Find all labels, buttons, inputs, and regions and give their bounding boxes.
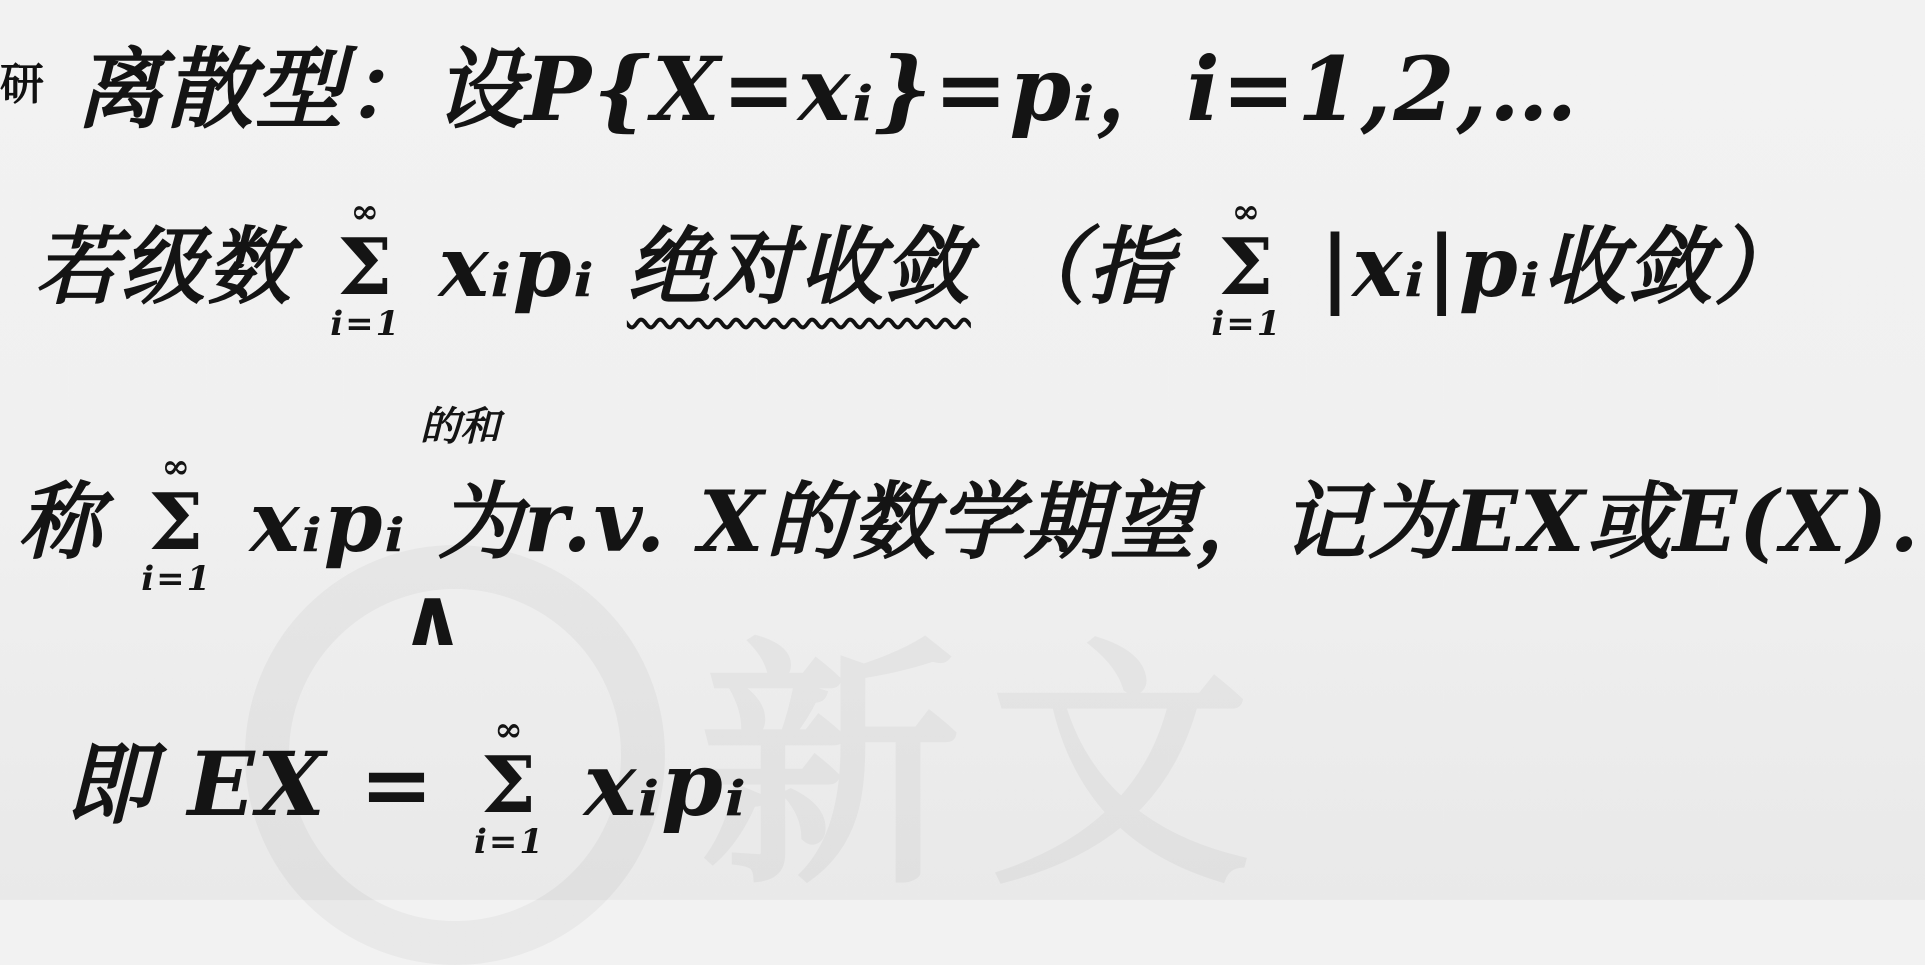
sum-term: xᵢpᵢ	[249, 472, 407, 571]
definition-line-discrete: 离散型：设P{X=xᵢ}=pᵢ，i=1,2,…	[75, 37, 1580, 141]
sigma-symbol: Σ	[337, 222, 395, 313]
insert-caret: ∧	[400, 570, 465, 664]
sum-lower-limit: i=1	[141, 559, 213, 599]
sum-upper-limit: ∞	[350, 192, 381, 232]
sigma-symbol: Σ	[480, 740, 539, 831]
formula-prefix: 即 EX =	[65, 732, 436, 836]
sum-term: xᵢpᵢ	[438, 217, 596, 316]
definition-prefix: 称	[18, 472, 105, 571]
sum-symbol	[330, 192, 402, 344]
sum-symbol-abs	[1211, 192, 1283, 344]
sum-lower-limit: i=1	[474, 822, 546, 862]
sigma-symbol: Σ	[148, 477, 206, 568]
sum-symbol	[141, 447, 213, 599]
condition-line	[35, 192, 1800, 347]
expectation-formula-line	[65, 710, 748, 865]
sum-lower-limit: i=1	[1211, 304, 1283, 344]
sum-upper-limit: ∞	[494, 710, 525, 750]
watermark-text	[700, 560, 1280, 933]
formula-term: xᵢpᵢ	[583, 732, 748, 836]
expectation-definition-line	[18, 447, 1921, 602]
sum-symbol	[474, 710, 546, 862]
paren-term: |xᵢ|pᵢ收敛）	[1319, 217, 1800, 316]
condition-prefix: 若级数	[35, 217, 294, 316]
insert-note: 的和	[420, 403, 500, 450]
definition-rest: 为r.v. X的数学期望，记为EX或E(X).	[437, 472, 1921, 571]
sigma-symbol: Σ	[1218, 222, 1276, 313]
paren-open: （指	[1002, 217, 1175, 316]
sum-lower-limit: i=1	[330, 304, 402, 344]
edge-label: 研	[0, 59, 44, 110]
sum-upper-limit: ∞	[1231, 192, 1263, 232]
sum-upper-limit: ∞	[161, 447, 192, 487]
emphasis-absolute-convergence: 绝对收敛	[626, 217, 971, 316]
